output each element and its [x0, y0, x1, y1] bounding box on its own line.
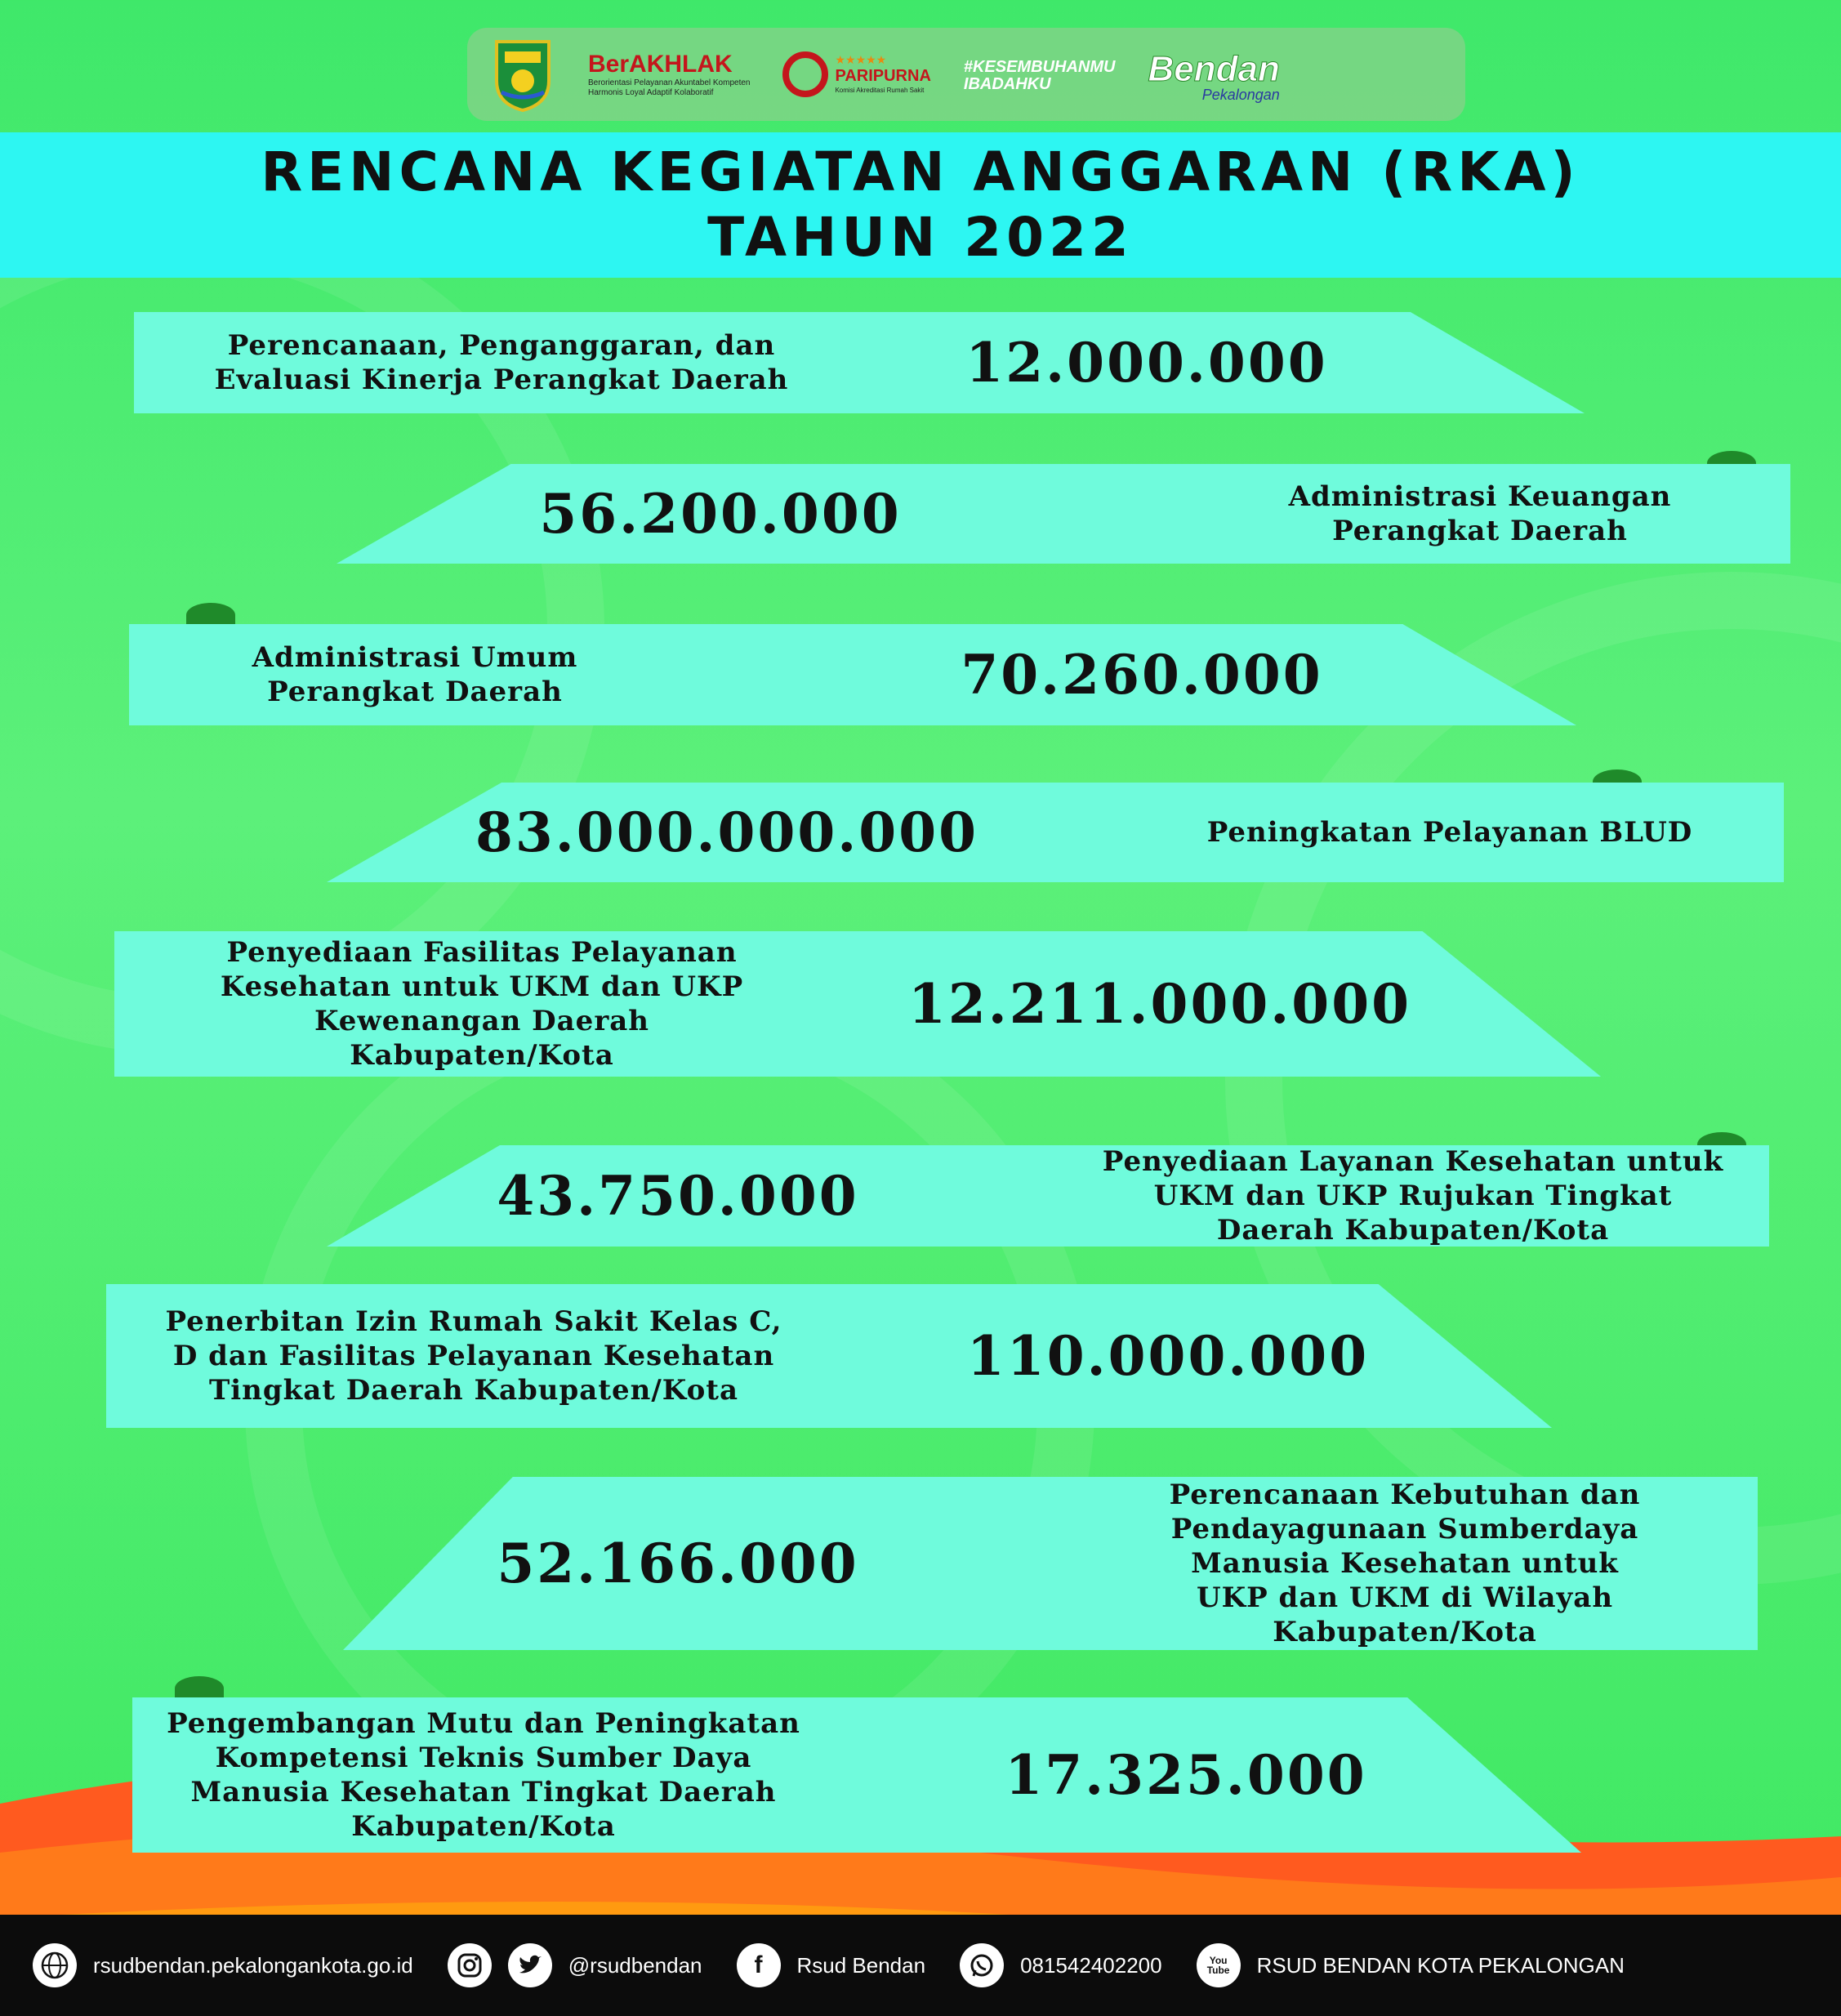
paripurna-icon: [782, 51, 828, 97]
activity-label: Administrasi Umum Perangkat Daerah: [252, 641, 578, 708]
activity-label: Pengembangan Mutu dan Peningkatan Kompetensi Teknis Sumber Daya Manusia Kesehatan Tingkat Daerah Kabupaten/Kota: [167, 1707, 800, 1843]
budget-amount: 12.000.000: [965, 331, 1328, 395]
budget-amount: 56.200.000: [539, 482, 902, 546]
paripurna-title: PARIPURNA: [835, 66, 931, 85]
whatsapp-number[interactable]: 081542402200: [1020, 1952, 1162, 1978]
paripurna-subtitle: Komisi Akreditasi Rumah Sakit: [835, 86, 925, 94]
budget-amount: 43.750.000: [497, 1164, 859, 1228]
bendan-title: Bendan: [1148, 49, 1280, 89]
budget-row-8: [343, 1477, 1758, 1650]
berakhlak-title: BerAKHLAK: [588, 51, 733, 78]
budget-amount: 52.166.000: [497, 1532, 859, 1595]
facebook-icon[interactable]: f: [737, 1943, 781, 1987]
page-title: RENCANA KEGIATAN ANGGARAN (RKA): [261, 140, 1580, 203]
activity-label: Peningkatan Pelayanan BLUD: [1206, 816, 1693, 849]
facebook-link[interactable]: Rsud Bendan: [796, 1952, 926, 1978]
paripurna-logo: [782, 51, 930, 97]
hashtag-line2: IBADAHKU: [963, 74, 1051, 93]
budget-row-3: [129, 624, 1576, 725]
activity-label: Penerbitan Izin Rumah Sakit Kelas C, D dan Fasilitas Pelayanan Kesehatan Tingkat Daerah Kabupaten/Kota: [165, 1305, 782, 1407]
budget-amount: 70.260.000: [961, 643, 1323, 707]
budget-row-4: [327, 783, 1784, 882]
activity-label: Penyediaan Fasilitas Pelayanan Kesehatan untuk UKM dan UKP Kewenangan Daerah Kabupaten/Kota: [220, 936, 744, 1072]
footer: [0, 1915, 1841, 2016]
budget-amount: 83.000.000.000: [475, 801, 979, 864]
budget-row-7: [106, 1284, 1552, 1428]
logo-bar: [467, 28, 1465, 121]
berakhlak-logo: [588, 51, 750, 98]
budget-row-1: [134, 312, 1585, 413]
city-emblem-icon: [490, 35, 555, 114]
budget-amount: 110.000.000: [966, 1324, 1370, 1388]
activity-label: Perencanaan, Penganggaran, dan Evaluasi Kinerja Perangkat Daerah: [214, 329, 789, 396]
social-handle[interactable]: @rsudbendan: [568, 1952, 702, 1978]
youtube-channel[interactable]: RSUD BENDAN KOTA PEKALONGAN: [1256, 1952, 1625, 1978]
title-band: [0, 132, 1841, 278]
berakhlak-subtitle: Berorientasi Pelayanan Akuntabel Kompeten: [588, 78, 751, 87]
twitter-icon[interactable]: [508, 1943, 552, 1987]
budget-row-2: [337, 464, 1790, 564]
whatsapp-icon[interactable]: [960, 1943, 1004, 1987]
activity-label: Administrasi Keuangan Perangkat Daerah: [1288, 480, 1672, 547]
paripurna-stars: ★★★★★: [835, 53, 887, 67]
activity-label: Perencanaan Kebutuhan dan Pendayagunaan Sumberdaya Manusia Kesehatan untuk UKP dan UKM di Wilayah Kabupaten/Kota: [1169, 1479, 1641, 1648]
globe-icon: [33, 1943, 77, 1987]
youtube-icon[interactable]: You Tube: [1197, 1943, 1241, 1987]
budget-row-5: [114, 931, 1601, 1077]
budget-row-6: [327, 1145, 1769, 1247]
activity-label: Penyediaan Layanan Kesehatan untuk UKM dan UKP Rujukan Tingkat Daerah Kabupaten/Kota: [1102, 1145, 1724, 1247]
bendan-logo: [1148, 49, 1280, 103]
website-link[interactable]: rsudbendan.pekalongankota.go.id: [93, 1952, 413, 1978]
budget-row-9: [132, 1697, 1581, 1853]
page-subtitle-year: TAHUN 2022: [707, 206, 1134, 269]
budget-amount: 17.325.000: [1005, 1743, 1367, 1807]
hashtag-line1: #KESEMBUHANMU: [963, 57, 1116, 76]
berakhlak-subtitle: Harmonis Loyal Adaptif Kolaboratif: [588, 88, 714, 97]
budget-amount: 12.211.000.000: [907, 972, 1412, 1036]
hashtag-logo: [964, 58, 1116, 91]
bendan-subtitle: Pekalongan: [1201, 87, 1280, 103]
instagram-icon[interactable]: [448, 1943, 492, 1987]
